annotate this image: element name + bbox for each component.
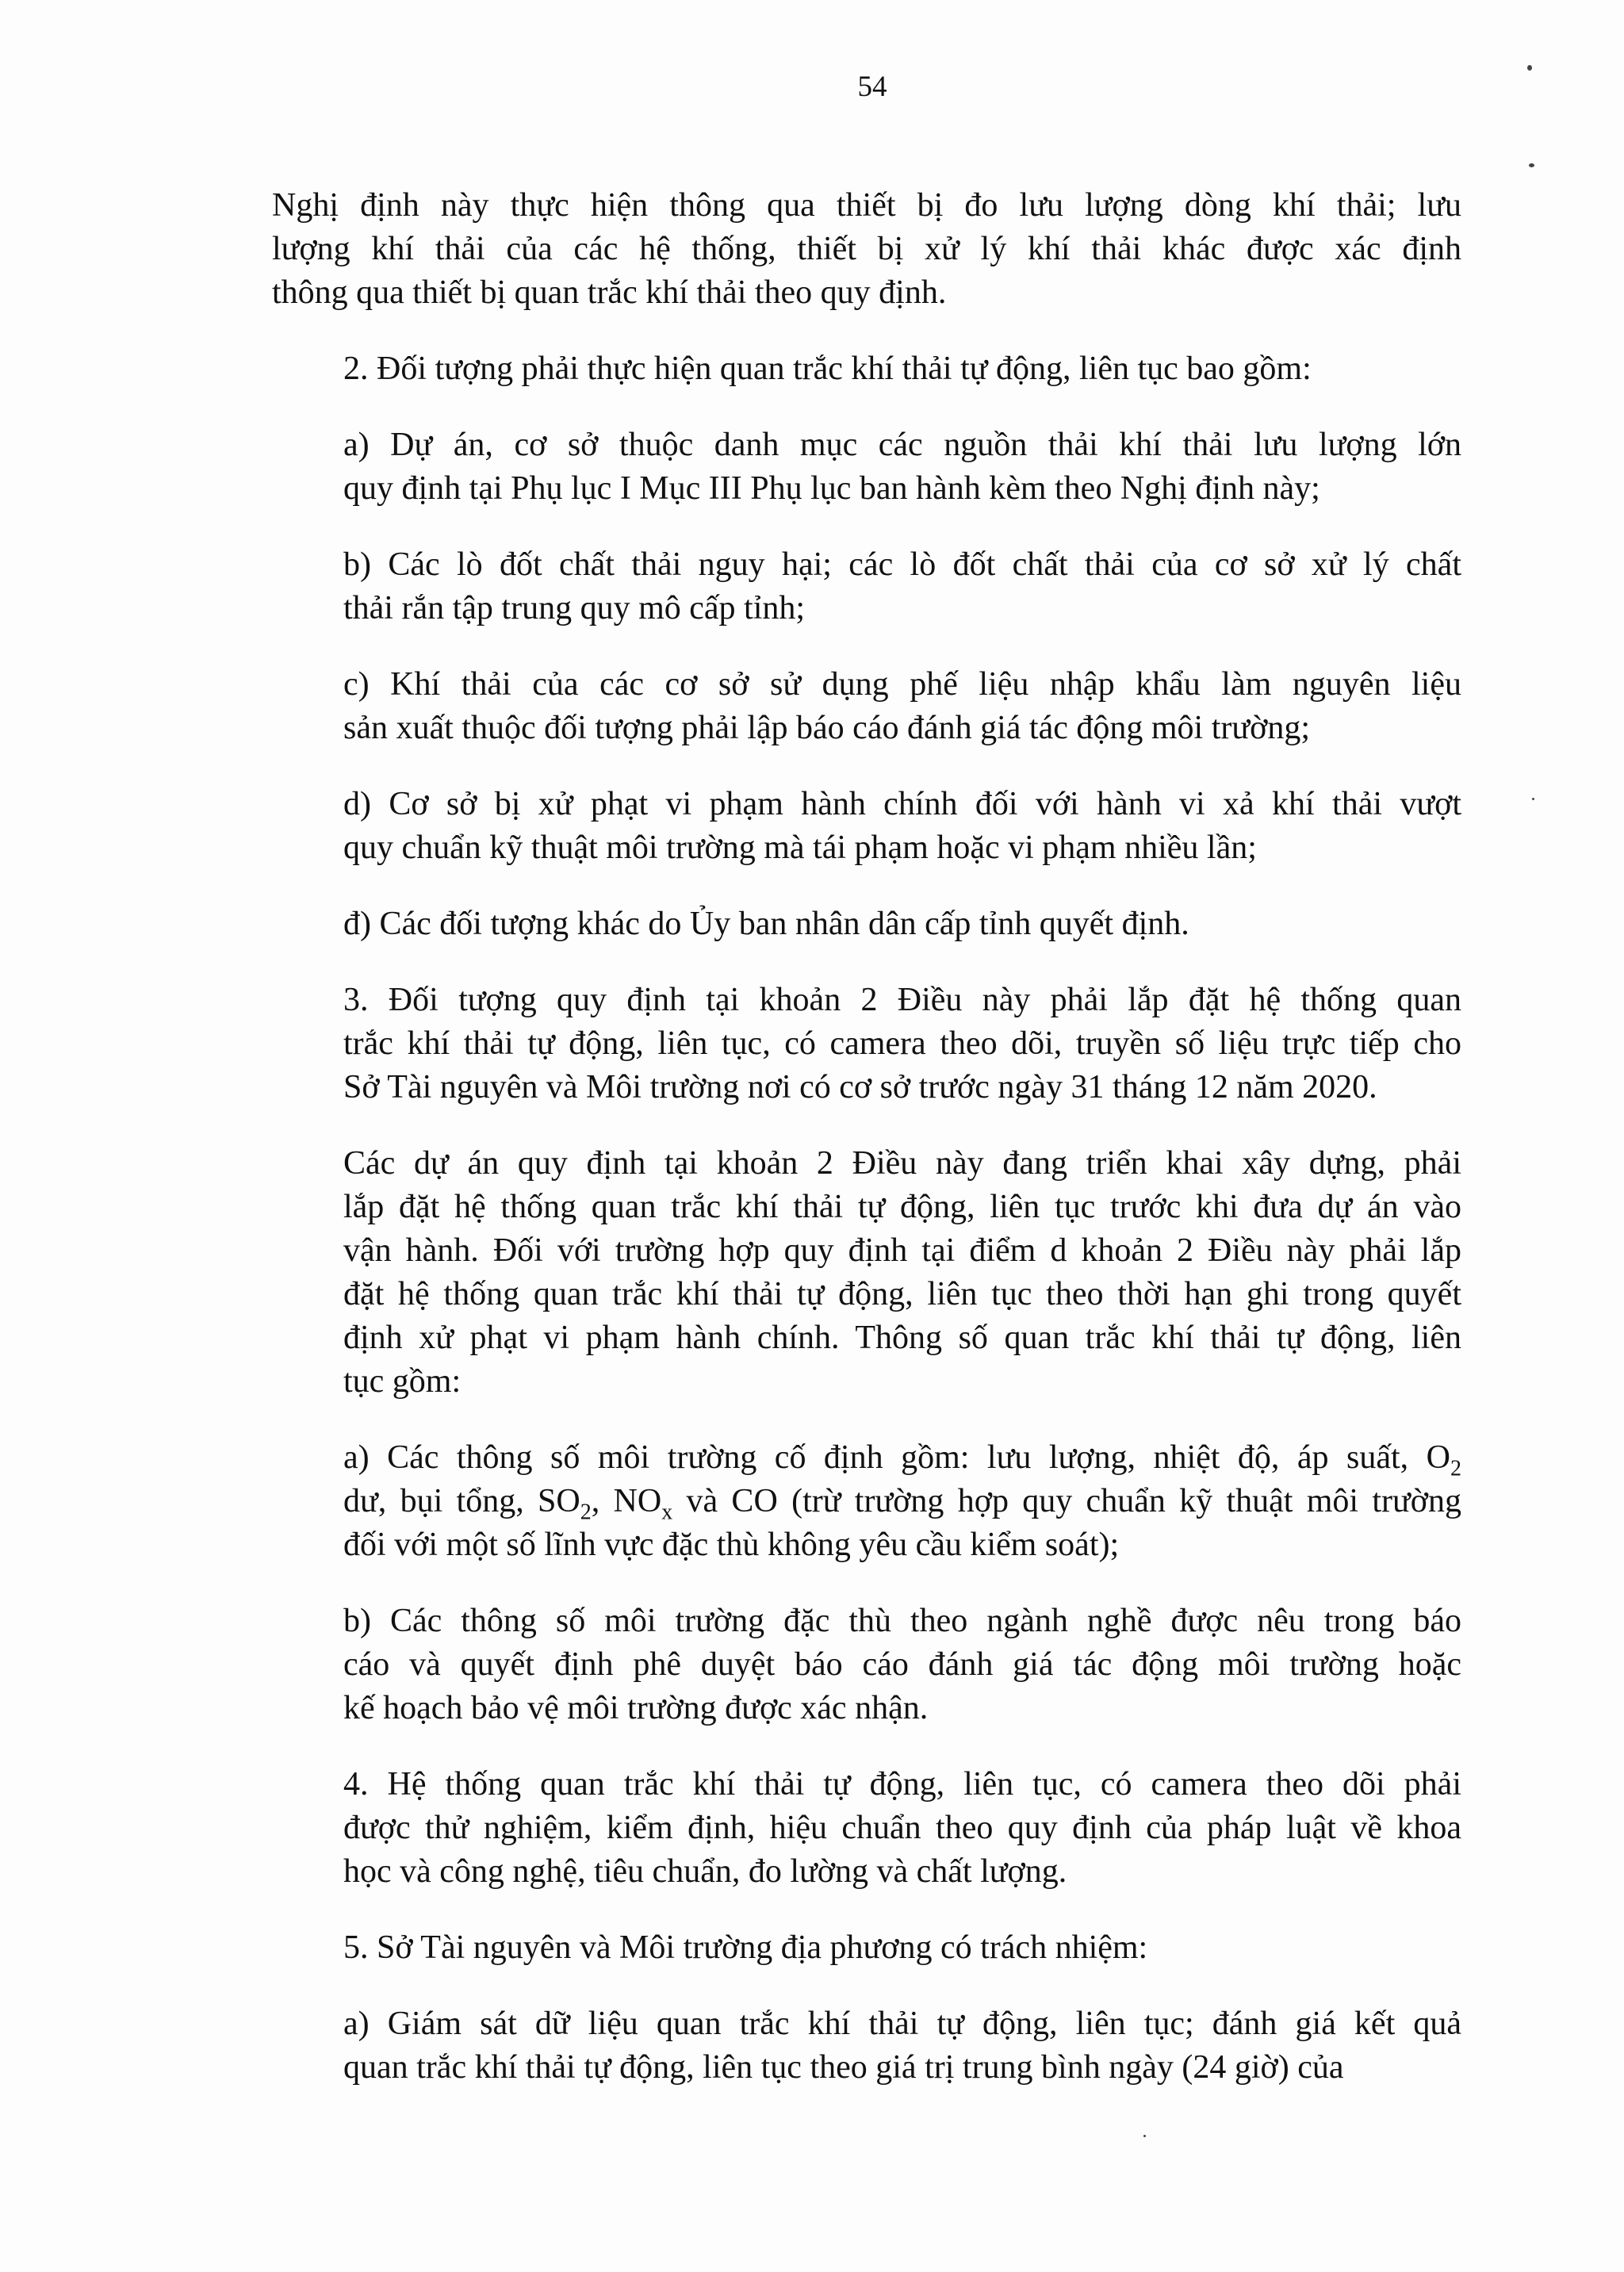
text-line: quan trắc khí thải tự động, liên tục theo giá trị trung bình ngày (24 giờ) của	[343, 2049, 1344, 2086]
text-line: định xử phạt vi phạm hành chính. Thông số quan trắc khí thải tự động, liên	[343, 1320, 1461, 1356]
text-line: Nghị định này thực hiện thông qua thiết bị đo lưu lượng dòng khí thải; lưu	[272, 187, 1461, 224]
text-line: Các dự án quy định tại khoản 2 Điều này đang triển khai xây dựng, phải	[343, 1145, 1461, 1182]
text-line: kế hoạch bảo vệ môi trường được xác nhận.	[343, 1690, 929, 1726]
paragraph	[272, 2002, 1461, 2090]
text-line: d) Cơ sở bị xử phạt vi phạm hành chính đối với hành vi xả khí thải vượt	[343, 786, 1461, 822]
text-line: đặt hệ thống quan trắc khí thải tự động, liên tục theo thời hạn ghi trong quyết	[343, 1276, 1461, 1312]
paragraph	[272, 663, 1461, 750]
text-line: vận hành. Đối với trường hợp quy định tại điểm d khoản 2 Điều này phải lắp	[343, 1232, 1461, 1269]
paragraph	[272, 1926, 1461, 1970]
paragraph	[272, 783, 1461, 870]
paragraph	[272, 979, 1461, 1109]
text-line: tục gồm:	[343, 1363, 462, 1400]
paragraph	[272, 1142, 1461, 1404]
text-line: đối với một số lĩnh vực đặc thù không yêu cầu kiểm soát);	[343, 1527, 1120, 1563]
text-line: cáo và quyết định phê duyệt báo cáo đánh giá tác động môi trường hoặc	[343, 1646, 1461, 1683]
text-line: học và công nghệ, tiêu chuẩn, đo lường và chất lượng.	[343, 1853, 1067, 1890]
text-line: b) Các lò đốt chất thải nguy hại; các lò đốt chất thải của cơ sở xử lý chất	[343, 546, 1461, 583]
text-line: lắp đặt hệ thống quan trắc khí thải tự động, liên tục trước khi đưa dự án vào	[343, 1189, 1461, 1225]
document-body	[272, 184, 1461, 2122]
paragraph	[272, 423, 1461, 511]
paragraph	[272, 347, 1461, 391]
text-line: sản xuất thuộc đối tượng phải lập báo cáo đánh giá tác động môi trường;	[343, 710, 1311, 746]
paragraph	[272, 902, 1461, 946]
text-line: được thử nghiệm, kiểm định, hiệu chuẩn theo quy định của pháp luật về khoa	[343, 1810, 1461, 1846]
text-line: lượng khí thải của các hệ thống, thiết bị xử lý khí thải khác được xác định	[272, 231, 1461, 267]
page-number: 54	[857, 71, 887, 103]
paragraph	[272, 1763, 1461, 1894]
text-line: 5. Sở Tài nguyên và Môi trường địa phương có trách nhiệm:	[343, 1929, 1148, 1966]
paragraph	[272, 1600, 1461, 1730]
text-line: đ) Các đối tượng khác do Ủy ban nhân dân cấp tỉnh quyết định.	[343, 906, 1189, 942]
text-line: a) Dự án, cơ sở thuộc danh mục các nguồn thải khí thải lưu lượng lớn	[343, 427, 1461, 463]
text-line: Sở Tài nguyên và Môi trường nơi có cơ sở trước ngày 31 tháng 12 năm 2020.	[343, 1069, 1377, 1105]
text-line: trắc khí thải tự động, liên tục, có camera theo dõi, truyền số liệu trực tiếp cho	[343, 1025, 1461, 1062]
text-line: thông qua thiết bị quan trắc khí thải theo quy định.	[272, 274, 947, 311]
scan-speck	[1527, 65, 1532, 71]
scan-speck	[1143, 2135, 1146, 2137]
text-line: c) Khí thải của các cơ sở sử dụng phế liệu nhập khẩu làm nguyên liệu	[343, 666, 1461, 703]
text-line: a) Giám sát dữ liệu quan trắc khí thải tự động, liên tục; đánh giá kết quả	[343, 2006, 1461, 2042]
text-line: 3. Đối tượng quy định tại khoản 2 Điều này phải lắp đặt hệ thống quan	[343, 982, 1461, 1018]
text-line: quy định tại Phụ lục I Mục III Phụ lục ban hành kèm theo Nghị định này;	[343, 470, 1320, 507]
text-line: thải rắn tập trung quy mô cấp tỉnh;	[343, 590, 806, 626]
scan-speck	[1529, 163, 1534, 167]
text-line: 2. Đối tượng phải thực hiện quan trắc khí thải tự động, liên tục bao gồm:	[343, 351, 1312, 387]
paragraph	[272, 1436, 1461, 1567]
paragraph	[272, 184, 1461, 315]
text-line: quy chuẩn kỹ thuật môi trường mà tái phạm hoặc vi phạm nhiều lần;	[343, 829, 1257, 866]
text-line: 4. Hệ thống quan trắc khí thải tự động, liên tục, có camera theo dõi phải	[343, 1766, 1461, 1803]
scan-speck	[1532, 798, 1534, 800]
paragraph	[272, 543, 1461, 630]
text-line: a) Các thông số môi trường cố định gồm: lưu lượng, nhiệt độ, áp suất, $O_2$	[343, 1439, 1461, 1481]
text-line: b) Các thông số môi trường đặc thù theo ngành nghề được nêu trong báo	[343, 1603, 1461, 1639]
text-line: dư, bụi tổng, $SO_2$, $NO_x$ và CO (trừ trường hợp quy chuẩn kỹ thuật môi trường	[343, 1483, 1461, 1525]
